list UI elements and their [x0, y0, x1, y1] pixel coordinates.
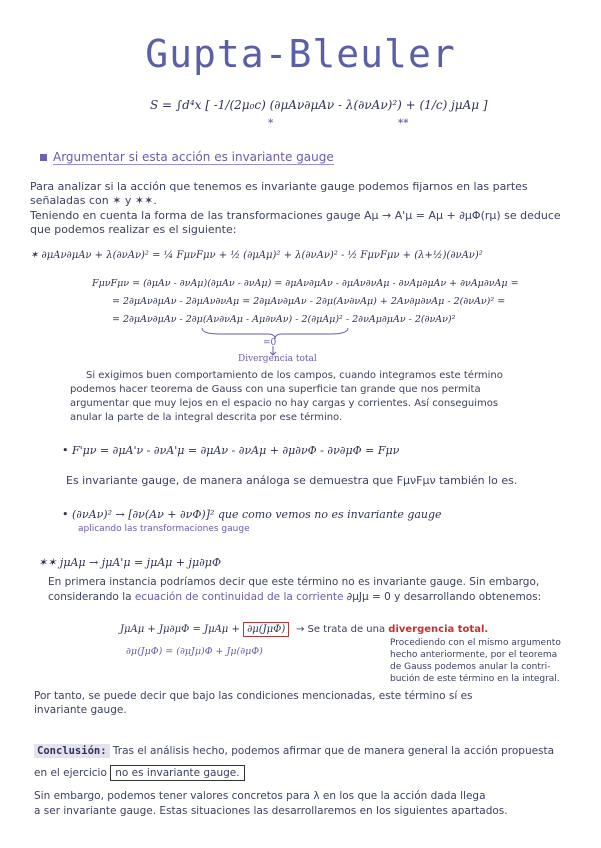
star-marker-single: * [268, 118, 274, 129]
conclusion-text-2: en el ejercicio [34, 767, 107, 779]
continuity-note-3: de Gauss podemos anular la contri- [390, 662, 551, 672]
continuity-note-2: hecho anteriormente, por el teorema [390, 650, 558, 660]
section-heading-text: Argumentar si esta acción es invariante gauge [53, 150, 334, 164]
therefore-text-2: invariante gauge. [34, 704, 127, 716]
divergence-text-4: anular la parte de la integral descrita por ese término. [70, 412, 343, 423]
final-text-1: Sin embargo, podemos tener valores concretos para λ en los que la acción dada llega [34, 790, 486, 802]
page-title: Gupta-Bleuler [145, 32, 456, 76]
star-marker-double: ** [398, 118, 409, 129]
intro-line-3: Teniendo en cuenta la forma de las transformaciones gauge Aμ → A'μ = Aμ + ∂μΦ(rμ) se deduce [30, 209, 561, 222]
continuity-equation-link: ecuación de continuidad de la corriente [134, 591, 344, 603]
gauge-invariant-text: Es invariante gauge, de manera análoga se demuestra que FμνFμν también lo es. [66, 474, 518, 487]
conclusion-text-1: Tras el análisis hecho, podemos afirmar que de manera general la acción propuesta [112, 745, 555, 757]
divergence-text-1: Si exigimos buen comportamiento de los campos, cuando integramos este término [86, 370, 503, 381]
continuity-note-1: Procediendo con el mismo argumento [390, 638, 561, 648]
expansion-line-2: = 2∂μAν∂μAν - 2∂μAν∂νAμ = 2∂μAν∂μAν - 2∂μ(Aν∂νAμ) + 2Aν∂μ∂νAμ - 2(∂νAν)² = [112, 296, 506, 307]
continuity-equation [120, 624, 289, 635]
divergence-text-3: argumentar que muy lejos en el espacio no hay cargas y corrientes. Así conseguimos [70, 398, 499, 409]
divergence-note-highlight: divergencia total. [388, 624, 489, 635]
continuity-sub-equation: ∂μ(JμΦ) = (∂μJμ)Φ + Jμ(∂μΦ) [126, 646, 263, 657]
divergence-text-2: podemos hacer teorema de Gauss con una superficie tan grande que nos permita [70, 384, 481, 395]
expansion-line-3: = 2∂μAν∂μAν - 2∂μ(Aν∂νAμ - Aμ∂νAν) - 2(∂μAμ)² - 2∂νAμ∂μAν - 2(∂νAν)² [112, 314, 456, 325]
section-heading [40, 150, 334, 165]
therefore-text-1: Por tanto, se puede decir que bajo las condiciones mencionadas, este término sí es [34, 690, 473, 702]
current-text-1: En primera instancia podríamos decir que este término no es invariante gauge. Sin embargo, [48, 576, 540, 588]
current-coupling-equation: ✶✶ jμAμ → jμA'μ = jμAμ + jμ∂μΦ [38, 556, 221, 569]
divergence-label: Divergencia total [238, 354, 317, 364]
divergence-note [296, 624, 488, 637]
conclusion-line-2 [34, 767, 245, 780]
continuity-note-4: bución de este término en la integral. [390, 674, 560, 684]
conclusion-label: Conclusión: [34, 744, 110, 758]
conclusion-boxed: no es invariante gauge. [110, 765, 244, 781]
gauge-fixing-equation: • (∂νAν)² → [∂ν(Aν + ∂νΦ)]² que como vemos no es invariante gauge [62, 508, 442, 521]
intro-line-1: Para analizar si la acción que tenemos es invariante gauge podemos fijarnos en las partes [30, 180, 528, 193]
divergence-note-text: → Se trata de una [296, 624, 386, 635]
star1-equation: ✶ ∂μAν∂μAν + λ(∂νAν)² = ¼ FμνFμν + ½ (∂μAμ)² + λ(∂νAν)² - ½ FμνFμν + (λ+½)(∂νAν)² [30, 250, 483, 261]
current-text-2c: ∂μJμ = 0 y desarrollando obtenemos: [346, 591, 542, 603]
field-transform-equation: • F'μν = ∂μA'ν - ∂νA'μ = ∂μAν - ∂νAμ + ∂μ∂νΦ - ∂ν∂μΦ = Fμν [62, 444, 400, 457]
brace-zero-label: =0 [263, 338, 277, 348]
intro-line-4: que podemos realizar es el siguiente: [30, 223, 237, 236]
conclusion-line-1 [34, 745, 554, 758]
continuity-equation-left: JμAμ + Jμ∂μΦ = JμAμ + [120, 624, 240, 635]
current-text-2 [48, 591, 541, 604]
intro-line-2: señaladas con ✶ y ✶✶. [30, 194, 157, 207]
action-equation: S = ∫d⁴x [ -1/(2μ₀c) (∂μAν∂μAν - λ(∂νAν)²) + (1/c) jμAμ ] [150, 98, 488, 112]
current-text-2a: considerando la [48, 591, 132, 603]
bullet-square-icon [40, 154, 47, 161]
boxed-divergence-term: ∂μ(JμΦ) [243, 622, 289, 637]
expansion-line-1: FμνFμν = (∂μAν - ∂νAμ)(∂μAν - ∂νAμ) = ∂μAν∂μAν - ∂μAν∂νAμ - ∂νAμ∂μAν + ∂νAμ∂νAμ = [92, 278, 519, 289]
gauge-fixing-label: aplicando las transformaciones gauge [78, 524, 250, 534]
final-text-2: a ser invariante gauge. Estas situaciones las desarrollaremos en los siguientes apartados. [34, 805, 508, 817]
